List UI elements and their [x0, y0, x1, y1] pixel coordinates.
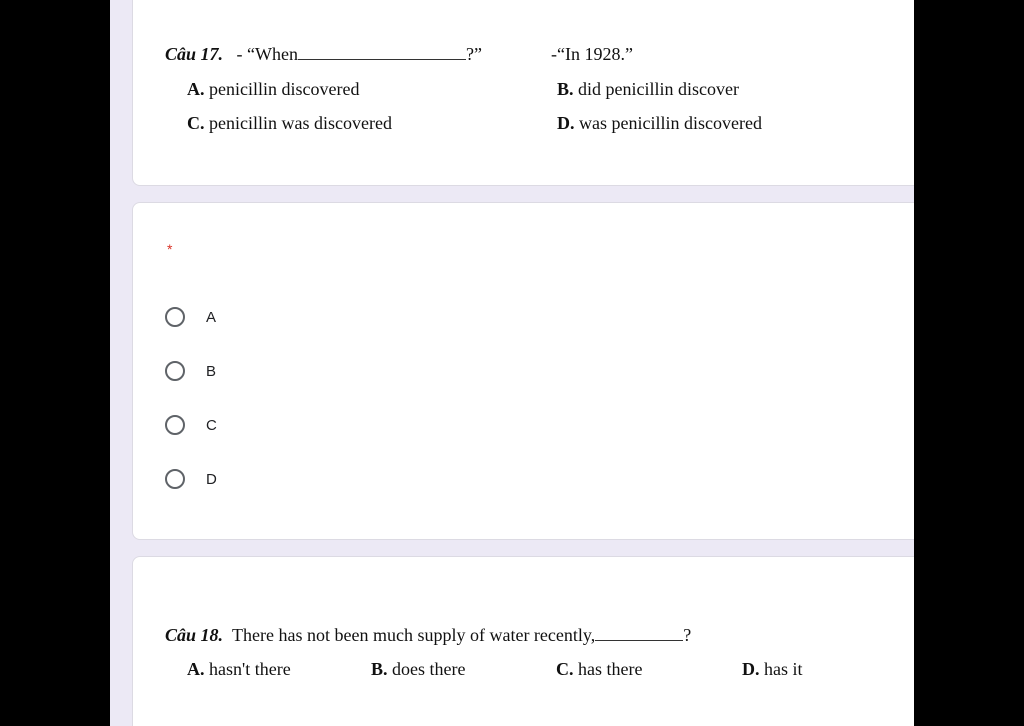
q18-option-b: B. does there	[371, 659, 466, 679]
question-17-blank	[298, 45, 466, 60]
question-18-label: Câu 18.	[165, 625, 224, 645]
q17-option-d: D. was penicillin discovered	[557, 113, 762, 133]
question-18-prompt-end: ?	[683, 625, 692, 645]
q17-option-a: A. penicillin discovered	[187, 79, 360, 99]
choice-a[interactable]	[165, 303, 216, 331]
choice-d-label: D	[206, 470, 217, 488]
answer-choices-card	[132, 202, 914, 540]
radio-button-c[interactable]	[165, 415, 185, 435]
radio-button-d[interactable]	[165, 469, 185, 489]
question-17-answer: -“In 1928.”	[551, 44, 633, 64]
question-18-line	[165, 625, 691, 646]
choice-b-label: B	[206, 362, 217, 380]
q17-option-c: C. penicillin was discovered	[187, 113, 392, 133]
q17-option-b: B. did penicillin discover	[557, 79, 739, 99]
choice-b[interactable]	[165, 357, 216, 385]
question-18-prompt: There has not been much supply of water recently,	[232, 625, 596, 645]
question-17-line	[165, 44, 482, 65]
q18-option-a: A. hasn't there	[187, 659, 291, 679]
question-18-card	[132, 556, 914, 726]
radio-button-a[interactable]	[165, 307, 185, 327]
question-18-blank	[595, 626, 683, 641]
q18-option-c: C. has there	[556, 659, 643, 679]
choice-c-label: C	[206, 416, 217, 434]
choice-d[interactable]	[165, 465, 217, 493]
question-17-prompt-end: ?”	[466, 44, 482, 64]
choice-c[interactable]	[165, 411, 217, 439]
question-17-card	[132, 0, 914, 186]
choice-a-label: A	[206, 308, 217, 326]
radio-button-b[interactable]	[165, 361, 185, 381]
q18-option-d: D. has it	[742, 659, 803, 679]
question-17-label: Câu 17.	[165, 44, 224, 64]
form-page	[110, 0, 914, 726]
question-17-prompt: - “When	[236, 44, 298, 64]
required-asterisk: *	[167, 241, 173, 257]
